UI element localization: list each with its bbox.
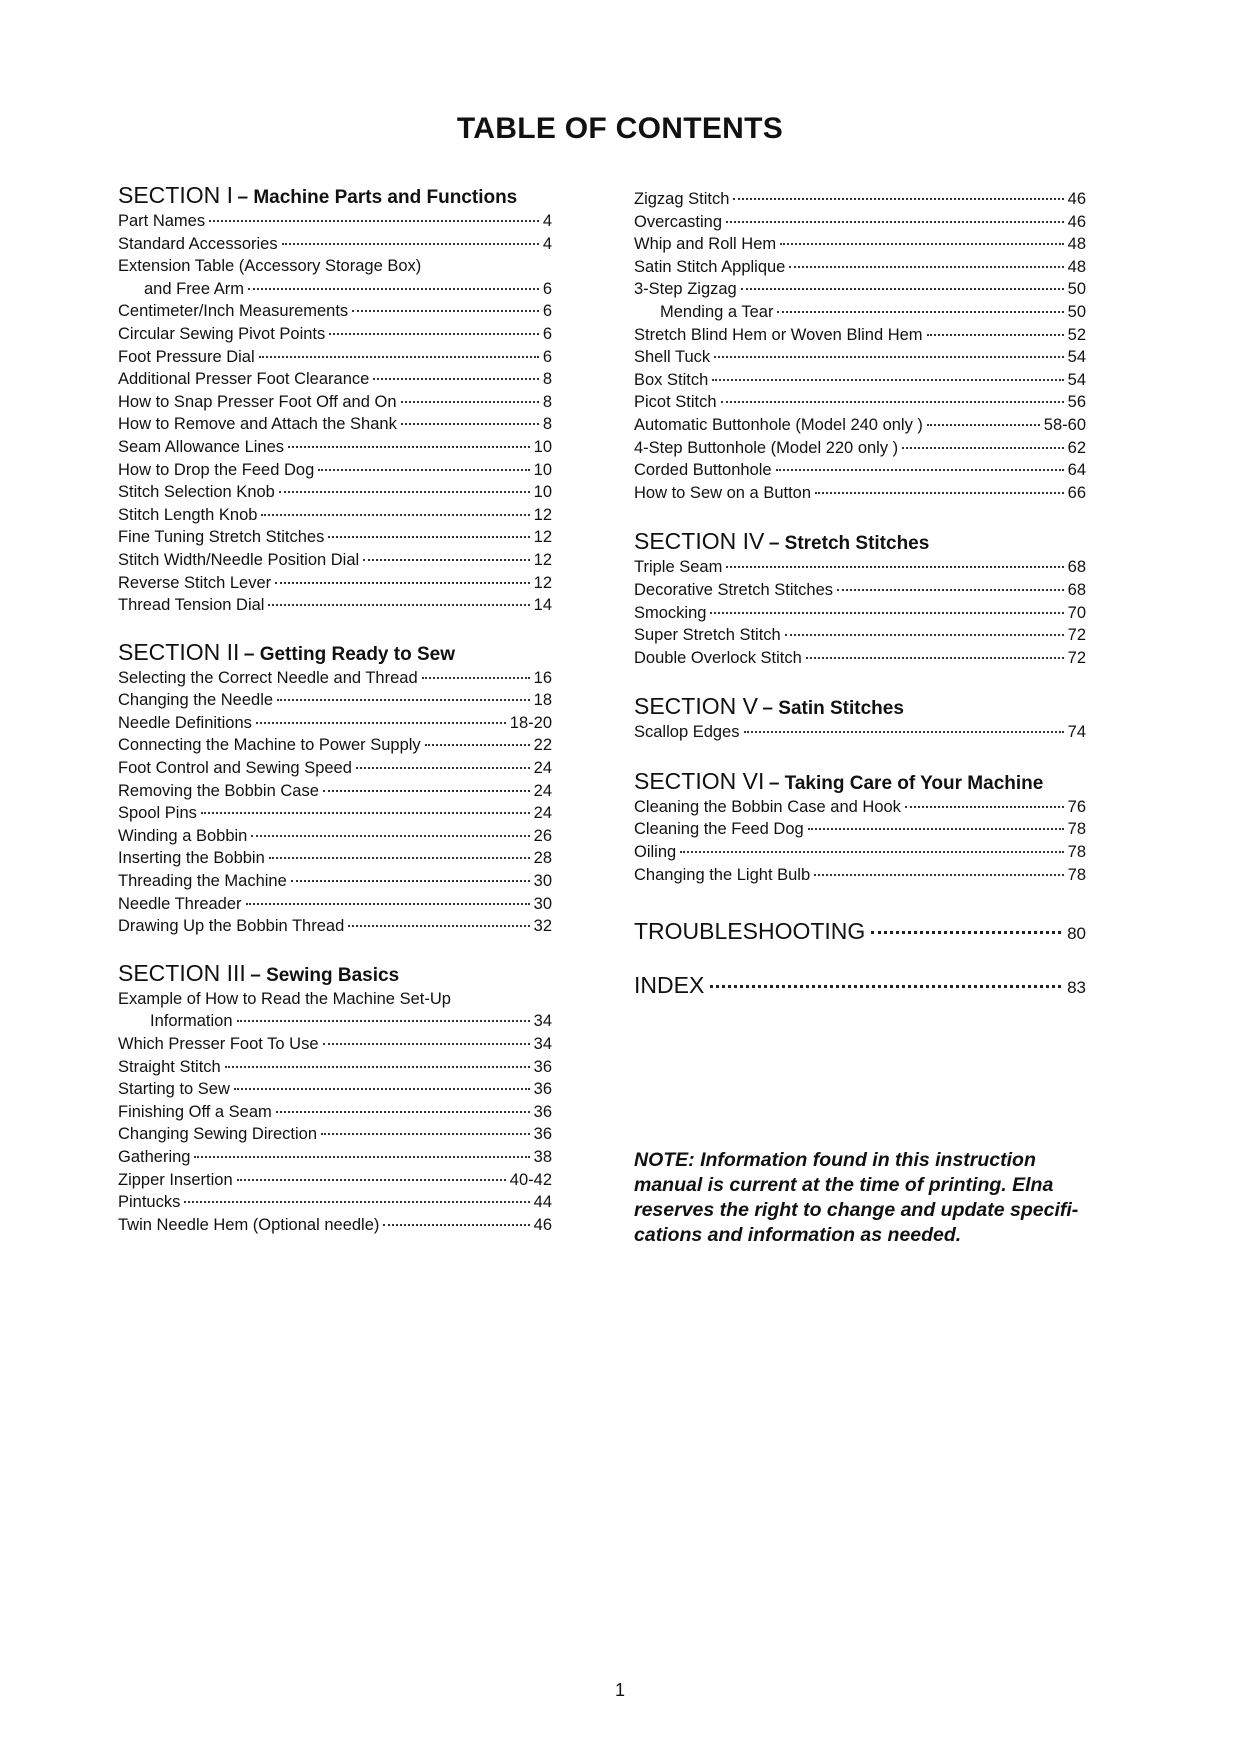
dot-leader	[201, 811, 530, 814]
toc-entry-label: Twin Needle Hem (Optional needle)	[118, 1215, 380, 1234]
toc-entry-page: 18-20	[509, 713, 552, 732]
toc-entry-label: Needle Threader	[118, 894, 242, 913]
toc-entry	[634, 211, 1086, 234]
toc-entry-page: 78	[1067, 820, 1086, 839]
dot-leader	[279, 490, 530, 493]
dot-leader	[927, 333, 1064, 336]
toc-entry-label: Drawing Up the Bobbin Thread	[118, 917, 345, 936]
toc-entry	[118, 780, 552, 803]
toc-entry-page: 66	[1067, 483, 1086, 502]
toc-entry	[634, 556, 1086, 579]
page-number: 1	[614, 1680, 625, 1700]
toc-entry-label: Zigzag Stitch	[634, 190, 730, 208]
toc-entry-label: Stitch Width/Needle Position Dial	[118, 550, 360, 569]
dot-leader	[288, 445, 530, 448]
toc-entry-list	[634, 188, 1086, 504]
section-title: – Taking Care of Your Machine	[768, 772, 1044, 794]
toc-entry-label: Stitch Length Knob	[118, 505, 258, 524]
toc-entry	[118, 594, 552, 617]
section-title: – Satin Stitches	[762, 698, 904, 720]
toc-entry-page: 62	[1067, 438, 1086, 457]
toc-entry-label: Scallop Edges	[634, 723, 740, 742]
section-heading	[634, 766, 1086, 796]
section-number: SECTION V	[634, 693, 758, 720]
section-number: SECTION IV	[634, 528, 765, 555]
dot-leader	[282, 242, 539, 245]
dot-leader	[291, 879, 530, 882]
dot-leader	[776, 468, 1064, 471]
toc-entry-page: 74	[1067, 723, 1086, 742]
toc-entry-label: Mending a Tear	[660, 302, 774, 321]
toc-entry	[634, 721, 1086, 744]
section-heading	[634, 526, 1086, 556]
dot-leader	[269, 856, 530, 859]
toc-entry	[118, 368, 552, 391]
dot-leader	[814, 873, 1064, 876]
troubleshooting-label: TROUBLESHOOTING	[634, 918, 866, 945]
toc-entry-label: Example of How to Read the Machine Set-Up	[118, 989, 451, 1008]
toc-entry-label: Foot Control and Sewing Speed	[118, 759, 352, 778]
toc-entry-label: and Free Arm	[144, 279, 244, 298]
dot-leader	[710, 611, 1063, 614]
toc-entry-label: Zipper Insertion	[118, 1170, 233, 1189]
toc-entry-page: 72	[1067, 626, 1086, 645]
toc-entry-page: 48	[1067, 257, 1086, 276]
dot-leader	[194, 1155, 529, 1158]
toc-entry	[118, 988, 552, 1011]
dot-leader	[256, 721, 506, 724]
toc-entry-page: 70	[1067, 603, 1086, 622]
dot-leader	[785, 633, 1064, 636]
toc-entry-label: Threading the Machine	[118, 872, 287, 891]
toc-entry-page: 22	[533, 736, 552, 755]
toc-entry	[118, 1078, 552, 1101]
toc-entry-page: 32	[533, 917, 552, 936]
toc-entry	[634, 796, 1086, 819]
toc-entry-page: 38	[533, 1147, 552, 1166]
toc-entry-list	[634, 796, 1086, 886]
toc-entry	[118, 1214, 552, 1237]
toc-entry-page: 16	[533, 668, 552, 687]
toc-entry	[118, 1101, 552, 1124]
toc-entry	[118, 436, 552, 459]
toc-entry-label: Corded Buttonhole	[634, 461, 772, 480]
toc-entry-label: Satin Stitch Applique	[634, 257, 786, 276]
toc-entry-page: 46	[1067, 212, 1086, 231]
dot-leader	[328, 535, 529, 538]
section-title: – Getting Ready to Sew	[243, 643, 456, 665]
toc-entry-label: Automatic Buttonhole (Model 240 only )	[634, 415, 923, 434]
toc-entry-label: Triple Seam	[634, 558, 723, 577]
troubleshooting-entry	[634, 916, 1086, 946]
toc-entry-page: 8	[542, 370, 552, 389]
toc-entry	[634, 624, 1086, 647]
toc-entry	[118, 802, 552, 825]
index-label: INDEX	[634, 972, 705, 999]
toc-entry	[634, 391, 1086, 414]
toc-entry	[118, 255, 552, 278]
dot-leader	[323, 789, 530, 792]
section-heading	[118, 180, 552, 210]
toc-entry-label: Seam Allowance Lines	[118, 437, 285, 456]
toc-entry-page: 78	[1067, 843, 1086, 862]
toc-entry-list	[634, 721, 1086, 744]
toc-entry-page: 28	[533, 849, 552, 868]
toc-entry-label: Shell Tuck	[634, 348, 711, 367]
printing-note: NOTE: Information found in this instruction manual is current at the time of printing. Elna reserves the right to change and update specifi- cations and information as needed.	[634, 1149, 1079, 1246]
toc-entry-page: 52	[1067, 325, 1086, 344]
dot-leader	[733, 197, 1063, 200]
toc-entry-page: 50	[1067, 280, 1086, 299]
toc-entry	[118, 1191, 552, 1214]
dot-leader	[246, 902, 530, 905]
toc-entry-label: Cleaning the Feed Dog	[634, 820, 804, 839]
dot-leader	[276, 1110, 530, 1113]
toc-entry-label: Additional Presser Foot Clearance	[118, 370, 370, 389]
dot-leader	[712, 378, 1063, 381]
toc-entry-page: 24	[533, 781, 552, 800]
dot-leader	[808, 827, 1064, 830]
toc-entry-label: Stitch Selection Knob	[118, 483, 275, 502]
toc-entry-label: Selecting the Correct Needle and Thread	[118, 668, 418, 687]
toc-entry	[118, 233, 552, 256]
toc-entry	[118, 572, 552, 595]
toc-entry	[118, 1169, 552, 1192]
index-entry	[634, 970, 1086, 1000]
toc-entry-page: 48	[1067, 235, 1086, 254]
toc-entry	[634, 369, 1086, 392]
toc-entry	[118, 210, 552, 233]
toc-entry-page: 26	[533, 826, 552, 845]
toc-entry	[118, 1123, 552, 1146]
toc-entry-label: Needle Definitions	[118, 713, 252, 732]
toc-entry-label: Changing the Light Bulb	[634, 865, 811, 884]
dot-leader	[789, 265, 1063, 268]
dot-leader	[259, 355, 539, 358]
toc-entry	[118, 549, 552, 572]
dot-leader	[184, 1200, 529, 1203]
toc-entry-page: 34	[533, 1012, 552, 1031]
section-title: – Sewing Basics	[250, 964, 400, 986]
toc-entry-page: 8	[542, 415, 552, 434]
toc-entry-label: How to Snap Presser Foot Off and On	[118, 392, 397, 411]
toc-entry	[634, 647, 1086, 670]
toc-entry-page: 4	[542, 234, 552, 253]
dot-leader	[721, 400, 1064, 403]
dot-leader	[401, 422, 539, 425]
dot-leader	[680, 850, 1063, 853]
section-title: – Machine Parts and Functions	[237, 187, 518, 208]
dot-leader	[710, 984, 1061, 988]
toc-entry-page: 6	[542, 347, 552, 366]
dot-leader	[251, 834, 529, 837]
toc-entry-label: Reverse Stitch Lever	[118, 573, 272, 592]
toc-entry	[634, 188, 1086, 211]
dot-leader	[383, 1223, 529, 1226]
toc-entry-page: 44	[533, 1193, 552, 1212]
toc-entry-label: Finishing Off a Seam	[118, 1102, 272, 1121]
toc-entry-page: 78	[1067, 865, 1086, 884]
toc-entry-page: 56	[1067, 393, 1086, 412]
toc-entry	[118, 346, 552, 369]
toc-entry-label: Thread Tension Dial	[118, 596, 265, 615]
toc-entry-page: 54	[1067, 370, 1086, 389]
toc-entry	[634, 437, 1086, 460]
dot-leader	[363, 558, 529, 561]
dot-leader	[261, 513, 529, 516]
toc-entry	[118, 504, 552, 527]
toc-entry	[634, 301, 1086, 324]
dot-leader	[323, 1042, 530, 1045]
toc-entry-label: Decorative Stretch Stitches	[634, 580, 833, 599]
toc-entry-page: 64	[1067, 461, 1086, 480]
toc-entry-label: 3-Step Zigzag	[634, 280, 737, 299]
toc-entry-page: 36	[533, 1080, 552, 1099]
dot-leader	[356, 766, 530, 769]
toc-entry	[118, 278, 552, 301]
toc-entry-page: 12	[533, 550, 552, 569]
troubleshooting-page: 80	[1067, 924, 1086, 944]
dot-leader	[237, 1178, 506, 1181]
toc-entry-list	[118, 667, 552, 938]
toc-entry-page: 14	[533, 596, 552, 615]
section-heading	[118, 637, 552, 667]
dot-leader	[225, 1065, 530, 1068]
dot-leader	[741, 287, 1064, 290]
toc-entry	[118, 1010, 552, 1033]
toc-entry-page: 10	[533, 437, 552, 456]
toc-entry-label: Oiling	[634, 843, 677, 862]
dot-leader	[268, 603, 529, 606]
toc-entry-list	[634, 556, 1086, 669]
section-number: SECTION II	[118, 638, 240, 665]
toc-entry-page: 68	[1067, 558, 1086, 577]
toc-entry-label: 4-Step Buttonhole (Model 220 only )	[634, 438, 899, 457]
toc-entry	[118, 481, 552, 504]
dot-leader	[348, 924, 529, 927]
toc-entry-page: 30	[533, 872, 552, 891]
toc-entry	[118, 757, 552, 780]
toc-entry-label: How to Drop the Feed Dog	[118, 460, 315, 479]
section-number: SECTION VI	[634, 767, 765, 794]
toc-entry-page: 58-60	[1043, 415, 1086, 434]
toc-entry-page: 6	[542, 279, 552, 298]
toc-entry-page: 34	[533, 1035, 552, 1053]
toc-entry-label: Which Presser Foot To Use	[118, 1035, 319, 1053]
toc-entry-label: How to Sew on a Button	[634, 483, 812, 502]
toc-entry	[118, 667, 552, 690]
toc-entry-label: Stretch Blind Hem or Woven Blind Hem	[634, 325, 923, 344]
toc-entry-page: 50	[1067, 302, 1086, 321]
toc-entry-label: Straight Stitch	[118, 1057, 221, 1076]
toc-entry	[118, 847, 552, 870]
toc-entry	[634, 602, 1086, 625]
toc-entry	[634, 324, 1086, 347]
toc-entry-page: 36	[533, 1057, 552, 1076]
dot-leader	[209, 219, 539, 222]
toc-entry-label: Changing Sewing Direction	[118, 1125, 318, 1144]
dot-leader	[277, 698, 530, 701]
toc-entry-label: Circular Sewing Pivot Points	[118, 324, 326, 343]
toc-entry	[634, 579, 1086, 602]
toc-entry	[118, 1146, 552, 1169]
dot-leader	[871, 930, 1061, 934]
dot-leader	[777, 310, 1063, 313]
toc-entry-label: Cleaning the Bobbin Case and Hook	[634, 797, 901, 816]
toc-entry	[634, 346, 1086, 369]
toc-entry	[634, 233, 1086, 256]
dot-leader	[905, 805, 1064, 808]
dot-leader	[837, 588, 1064, 591]
toc-entry-label: Gathering	[118, 1147, 191, 1166]
toc-entry-page: 76	[1067, 797, 1086, 816]
toc-entry-label: Pintucks	[118, 1193, 181, 1212]
toc-entry-label: Part Names	[118, 212, 206, 230]
toc-entry-label: Picot Stitch	[634, 393, 717, 412]
dot-leader	[425, 743, 530, 746]
toc-entry	[634, 414, 1086, 437]
toc-entry-page: 36	[533, 1102, 552, 1121]
toc-entry-label: Centimeter/Inch Measurements	[118, 302, 349, 321]
dot-leader	[815, 491, 1064, 494]
toc-entry-page: 12	[533, 505, 552, 524]
toc-entry	[634, 256, 1086, 279]
toc-entry-page: 6	[542, 324, 552, 343]
dot-leader	[352, 309, 539, 312]
toc-entry-page: 24	[533, 804, 552, 823]
page-title: TABLE OF CONTENTS	[456, 112, 784, 145]
dot-leader	[248, 287, 539, 290]
toc-entry	[118, 526, 552, 549]
toc-entry-label: Starting to Sew	[118, 1080, 230, 1099]
toc-entry-page: 10	[533, 483, 552, 502]
toc-entry	[118, 1033, 552, 1056]
dot-leader	[237, 1019, 530, 1022]
toc-entry-label: Box Stitch	[634, 370, 709, 389]
toc-entry	[118, 893, 552, 916]
dot-leader	[780, 242, 1064, 245]
toc-entry	[118, 825, 552, 848]
toc-right-column	[634, 180, 1086, 1000]
toc-entry	[118, 459, 552, 482]
toc-entry-label: Changing the Needle	[118, 691, 274, 710]
dot-leader	[902, 446, 1063, 449]
toc-entry-page: 72	[1067, 648, 1086, 667]
toc-entry-label: Overcasting	[634, 212, 723, 231]
toc-entry-label: Double Overlock Stitch	[634, 648, 802, 667]
toc-entry-label: Extension Table (Accessory Storage Box)	[118, 257, 422, 276]
toc-entry-label: Foot Pressure Dial	[118, 347, 255, 366]
dot-leader	[401, 400, 539, 403]
toc-entry	[634, 278, 1086, 301]
toc-entry-label: Fine Tuning Stretch Stitches	[118, 528, 325, 547]
dot-leader	[927, 423, 1040, 426]
toc-entry	[118, 323, 552, 346]
dot-leader	[726, 565, 1063, 568]
dot-leader	[318, 468, 529, 471]
toc-entry	[118, 734, 552, 757]
dot-leader	[373, 377, 539, 380]
toc-entry-page: 46	[1067, 190, 1086, 208]
section-number: SECTION III	[118, 959, 246, 986]
toc-entry-page: 8	[542, 392, 552, 411]
toc-entry-label: Information	[150, 1012, 233, 1031]
section-heading	[118, 958, 552, 988]
toc-entry-page: 68	[1067, 580, 1086, 599]
toc-entry	[634, 841, 1086, 864]
toc-entry-label: Connecting the Machine to Power Supply	[118, 736, 421, 755]
toc-entry	[634, 482, 1086, 505]
toc-entry-page: 54	[1067, 348, 1086, 367]
toc-entry-label: Standard Accessories	[118, 234, 278, 253]
dot-leader	[275, 581, 529, 584]
dot-leader	[234, 1087, 530, 1090]
section-heading	[634, 691, 1086, 721]
toc-entry	[634, 818, 1086, 841]
dot-leader	[806, 656, 1064, 659]
toc-entry	[118, 712, 552, 735]
section-number: SECTION I	[118, 182, 234, 208]
toc-entry	[634, 864, 1086, 887]
toc-entry	[118, 915, 552, 938]
toc-entry-label: Winding a Bobbin	[118, 826, 248, 845]
toc-entry-label: How to Remove and Attach the Shank	[118, 415, 397, 434]
toc-entry-page: 6	[542, 302, 552, 321]
toc-entry-page: 4	[542, 212, 552, 230]
toc-entry-list	[118, 210, 552, 617]
dot-leader	[321, 1132, 530, 1135]
toc-entry	[118, 413, 552, 436]
toc-entry-label: Whip and Roll Hem	[634, 235, 777, 254]
dot-leader	[744, 730, 1064, 733]
toc-entry-page: 10	[533, 460, 552, 479]
dot-leader	[726, 220, 1064, 223]
dot-leader	[422, 676, 530, 679]
toc-left-column	[118, 180, 552, 1236]
toc-entry	[634, 459, 1086, 482]
toc-entry-list	[118, 988, 552, 1237]
index-page: 83	[1067, 978, 1086, 998]
toc-entry-page: 24	[533, 759, 552, 778]
toc-entry-page: 12	[533, 573, 552, 592]
toc-entry-label: Super Stretch Stitch	[634, 626, 781, 645]
dot-leader	[714, 355, 1064, 358]
toc-entry-label: Spool Pins	[118, 804, 197, 823]
toc-entry-page: 36	[533, 1125, 552, 1144]
dot-leader	[329, 332, 539, 335]
toc-entry-page: 12	[533, 528, 552, 547]
toc-entry-page: 46	[533, 1215, 552, 1234]
toc-entry-label: Smocking	[634, 603, 707, 622]
toc-entry-page: 40-42	[509, 1170, 552, 1189]
toc-entry-page: 18	[533, 691, 552, 710]
toc-entry-label: Inserting the Bobbin	[118, 849, 265, 868]
section-title: – Stretch Stitches	[768, 533, 930, 555]
toc-entry	[118, 1056, 552, 1079]
toc-entry	[118, 689, 552, 712]
toc-entry	[118, 300, 552, 323]
toc-entry-label: Removing the Bobbin Case	[118, 781, 319, 800]
toc-entry	[118, 870, 552, 893]
toc-entry-page: 30	[533, 894, 552, 913]
toc-entry	[118, 391, 552, 414]
